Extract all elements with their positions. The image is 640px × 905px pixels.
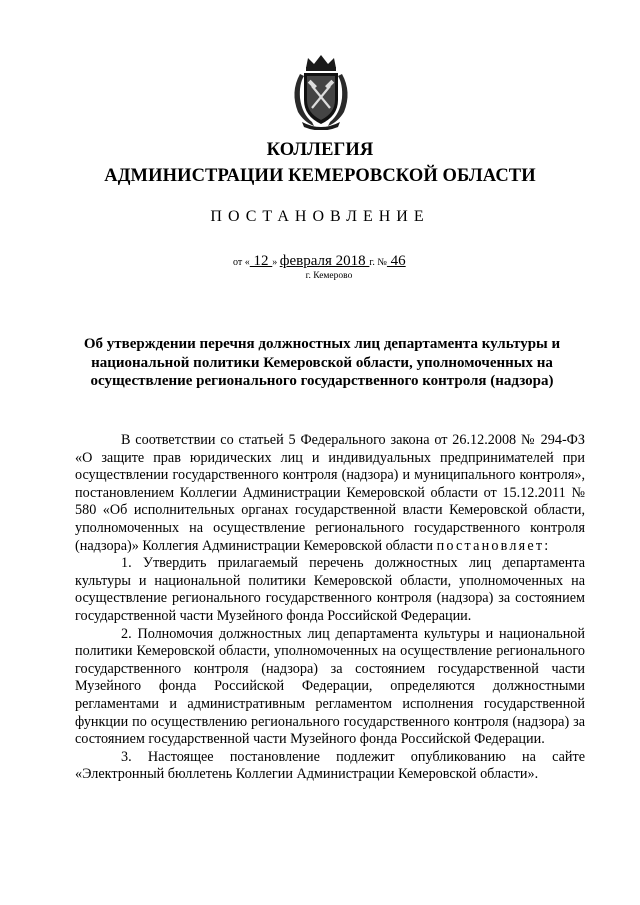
body-paragraph-3: 2. Полномочия должностных лиц департамента культуры и национальной политики Кемеровской области, уполномоченных на осуществление регионального государственного контроля (надзора) за состоянием государственной части Музейного фонда Российской Федерации, определяются должностными регламентами и административным регламентом исполнения государственной функции по осуществлению регионального государственного контроля (надзора) за состоянием государственной части Музейного фонда Российской Федерации. [75,625,585,748]
date-year-suffix: г. [369,257,375,268]
date-day: 12 [249,253,273,269]
organization-name-line1: КОЛЛЕГИЯ [266,140,374,160]
number-label: № [374,257,387,268]
document-number: 46 [386,253,406,269]
document-type: ПОСТАНОВЛЕНИЕ [210,208,430,225]
date-number-line [233,253,406,270]
body-paragraph-2: 1. Утвердить прилагаемый перечень должностных лиц департамента культуры и национальной политики Кемеровской области, уполномоченных на осуществление регионального государственного контроля (надзора) за состоянием государственной части Музейного фонда Российской Федерации. [75,555,585,624]
date-prefix: от « [233,257,250,268]
document-title: Об утверждении перечня должностных лиц департамента культуры и национальной политики Кемеровской области, уполномоченных на осуществление регионального государственного контроля (надзора) [83,336,561,389]
body-paragraph-4: 3. Настоящее постановление подлежит опубликованию на сайте «Электронный бюллетень Коллегии Администрации Кемеровской области». [75,748,585,783]
date-month-year: февраля 2018 [279,253,370,269]
document-body [75,432,585,784]
date-mid: » [272,257,280,268]
resolution-word: постановляет: [436,537,551,554]
organization-name-line2: АДМИНИСТРАЦИИ КЕМЕРОВСКОЙ ОБЛАСТИ [104,166,536,186]
body-paragraph-1-text: В соответствии со статьей 5 Федерального закона от 26.12.2008 № 294-ФЗ «О защите прав юридических лиц и индивидуальных предпринимателей при осуществлении государственного контроля (надзора) и муниципального контроля», постановлением Коллегии Администрации Кемеровской области от 15.12.2011 № 580 «Об исполнительных органах государственной власти Кемеровской области, уполномоченных на осуществление регионального государственного контроля (надзора)» Коллегия Администрации Кемеровской области [75,432,585,554]
body-paragraph-1 [75,432,585,555]
city-name: г. Кемерово [305,271,353,281]
coat-of-arms-icon [288,52,354,130]
